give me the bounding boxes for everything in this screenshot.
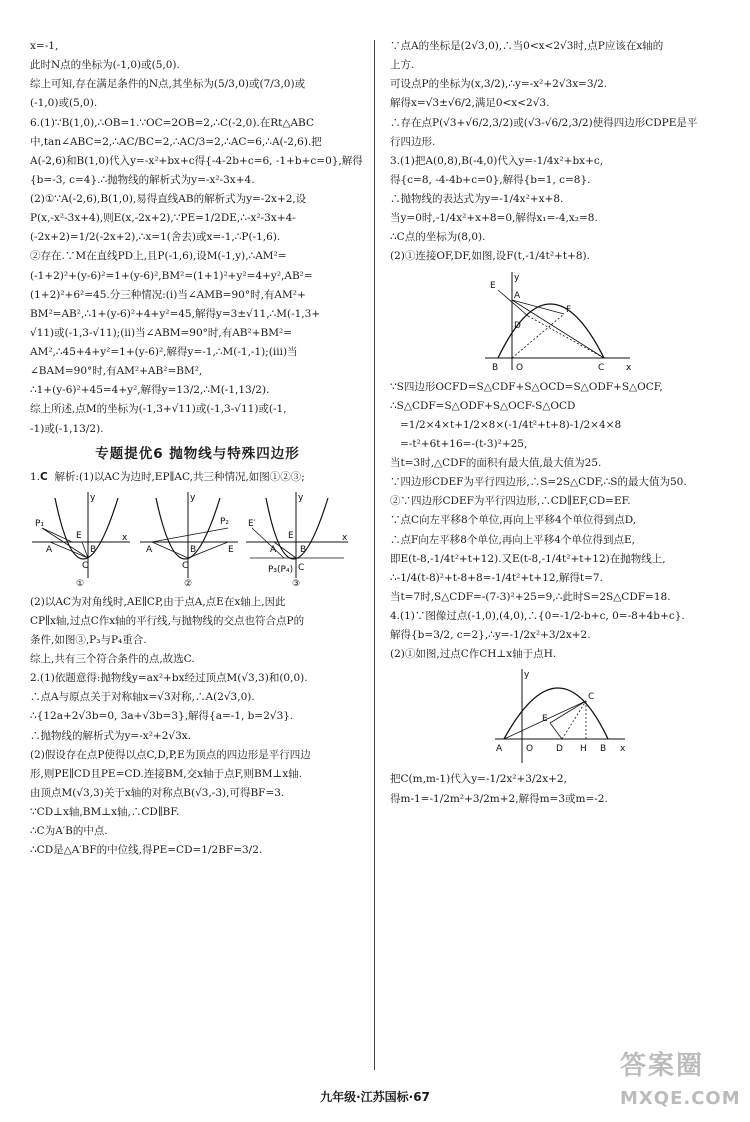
figure-label: ② <box>184 578 193 589</box>
text-line: ∴1+(y-6)²+45=4+y²,解得y=13/2,∴M(-1,13/2). <box>30 384 270 397</box>
text-line: 6.(1)∵B(1,0),∴OB=1.∵OC=2OB=2,∴C(-2,0).在Rt△ABC <box>30 116 314 129</box>
text-line: 综上所述,点M的坐标为(-1,3+√11)或(-1,3-√11)或(-1, <box>30 403 287 416</box>
svg-text:P₃(P₄): P₃(P₄) <box>268 564 294 575</box>
text-line: =-t²+6t+16=-(t-3)²+25, <box>400 437 528 450</box>
text-line: 上方. <box>390 59 415 72</box>
segment-ec <box>550 701 586 723</box>
question-1-analysis: 解析:(1)以AC为边时,EP∥AC,共三种情况,如图①②③; <box>54 470 305 483</box>
column-divider <box>374 40 375 1070</box>
text-line: 得{c=8, -4-4b+c=0},解得{b=1, c=8}. <box>390 173 591 186</box>
svg-text:A: A <box>270 544 277 555</box>
text-line: ∴-1/4(t-8)²+t-8+8=-1/4t²+t+12,解得t=7. <box>390 571 603 584</box>
text-line: BM²=AB²,∴1+(y-6)²+4+y²=45,解得y=3±√11,∴M(-1,3+ <box>30 307 321 320</box>
text-line: ∴抛物线的表达式为y=-1/4x²+x+8. <box>390 193 564 205</box>
text-line: (-1,0)或(5,0). <box>30 97 98 110</box>
figure-label: ③ <box>292 578 301 589</box>
svg-text:B: B <box>492 362 499 373</box>
text-line: P(x,-x²-3x+4),则E(x,-2x+2),∵PE=1/2DE,∴-x²-3x+4- <box>30 212 296 225</box>
text-line: 4.(1)∵图像过点(-1,0),(4,0),∴{0=-1/2-b+c, 0=-8+4b+c}. <box>390 610 685 622</box>
text-line: ∴{12a+2√3b=0, 3a+√3b=3},解得{a=-1, b=2√3}. <box>30 710 294 723</box>
parabola-figures-1-3 <box>30 490 350 590</box>
svg-text:x: x <box>122 532 128 543</box>
text-line: 得m-1=-1/2m²+3/2m+2,解得m=3或m=-2. <box>390 792 608 805</box>
text-line: ②∵四边形CDEF为平行四边形,∴CD∥EF,CD=EF. <box>390 495 631 508</box>
text-line: (-1+2)²+(y-6)²=1+(y-6)²,BM²=(1+1)²+y²=4+y²,AB²= <box>30 269 313 282</box>
text-line: ∵点A的坐标是(2√3,0),∴当0<x<2√3时,点P应该在x轴的 <box>390 40 664 52</box>
text-line: ∵S四边形OCFD=S△CDF+S△OCD=S△ODF+S△OCF, <box>390 380 663 393</box>
text-line: ∴C为A′B的中点. <box>30 825 108 838</box>
svg-text:E: E <box>288 530 294 541</box>
svg-text:E′: E′ <box>248 518 256 529</box>
text-line: -1)或(-1,13/2). <box>30 422 104 435</box>
svg-text:B: B <box>90 544 97 555</box>
segment-line <box>152 528 228 542</box>
svg-text:C: C <box>182 560 189 571</box>
svg-text:O: O <box>516 362 524 373</box>
text-line: √11)或(-1,3-√11);(ii)当∠ABM=90°时,有AB²+BM²= <box>30 326 293 339</box>
svg-text:A: A <box>514 290 521 301</box>
text-line: 形,则PE∥CD且PE=CD.连接BM,交x轴于点F,则BM⊥x轴. <box>30 767 303 780</box>
text-line: 综上,共有三个符合条件的点,故选C. <box>30 653 195 665</box>
svg-text:E: E <box>76 530 82 541</box>
text-line: {b=-3, c=4}.∴抛物线的解析式为y=-x²-3x+4. <box>30 173 255 186</box>
svg-text:C: C <box>298 562 305 573</box>
text-line: ∴抛物线的解析式为y=-x²+2√3x. <box>30 729 192 742</box>
svg-text:P₂: P₂ <box>220 516 230 527</box>
text-line: ∴点A与原点关于对称轴x=√3对称,∴A(2√3,0). <box>30 691 255 704</box>
svg-text:y: y <box>298 492 304 503</box>
text-line: ∴S△CDF=S△ODF+S△OCF-S△OCD <box>390 399 576 412</box>
svg-text:x: x <box>626 362 632 373</box>
question-number: 1. <box>30 470 41 483</box>
figure-1 <box>32 492 130 589</box>
text-line: AM²,∴45+4+y²=1+(y-6)²,解得y=-1,∴M(-1,-1);(iii)当 <box>30 346 298 358</box>
text-line: ∵CD⊥x轴,BM⊥x轴,∴CD∥BF. <box>30 806 180 818</box>
text-line: ∴存在点P(√3+√6/2,3/2)或(√3-√6/2,3/2)使得四边形CDPE是平 <box>390 116 698 129</box>
watermark-text: 答案圈 <box>620 1051 705 1081</box>
svg-text:P₁: P₁ <box>35 518 45 529</box>
text-line: 即E(t-8,-1/4t²+t+12).又E(t-8,-1/4t²+t+12)在抛物线上, <box>390 552 666 565</box>
page-footer: 九年级·江苏国标·67 <box>320 1090 430 1104</box>
figure-label: ① <box>76 578 85 589</box>
svg-text:A: A <box>46 544 53 555</box>
svg-text:E: E <box>228 544 234 555</box>
parabola-curve <box>498 304 604 358</box>
svg-text:B: B <box>600 744 607 755</box>
text-line: 条件,如图③,P₃与P₄重合. <box>30 633 147 646</box>
right-column <box>390 40 725 812</box>
text-line: ∵四边形CDEF为平行四边形,∴S=2S△CDF,∴S的最大值为50. <box>390 476 687 489</box>
text-line: 由顶点M(√3,3)关于x轴的对称点B(√3,-3),可得BF=3. <box>30 786 285 799</box>
text-line: x=-1, <box>30 40 59 52</box>
text-line: (2)以AC为对角线时,AE∥CP,由于点A,点E在x轴上,因此 <box>30 595 286 608</box>
svg-text:E: E <box>490 280 496 291</box>
text-line: 2.(1)依题意得:抛物线y=ax²+bx经过顶点M(√3,3)和(0,0). <box>30 672 308 685</box>
text-line: 中,tan∠ABC=2,∴AC/BC=2,∴AC/3=2,∴AC=6,∴A(-2,6).把 <box>30 135 322 148</box>
text-line: (2)①∵A(-2,6),B(1,0),易得直线AB的解析式为y=-2x+2,设 <box>30 193 307 205</box>
question-1-header <box>30 471 365 484</box>
left-column <box>30 40 365 863</box>
svg-text:C: C <box>82 560 89 571</box>
text-line: 解得x=√3±√6/2,满足0<x<2√3. <box>390 97 550 110</box>
watermark-url: MXQE.COM <box>620 1088 741 1109</box>
svg-text:y: y <box>190 492 196 503</box>
text-line: CP∥x轴,过点C作x轴的平行线,与抛物线的交点也符合点P的 <box>30 614 305 627</box>
figure-2 <box>140 492 238 589</box>
svg-text:y: y <box>90 492 96 503</box>
text-line: 当y=0时,-1/4x²+x+8=0,解得x₁=-4,x₂=8. <box>390 212 598 225</box>
text-line: 可设点P的坐标为(x,3/2),∴y=-x²+2√3x=3/2. <box>390 78 608 91</box>
svg-text:D: D <box>514 320 521 331</box>
text-line: =1/2×4×t+1/2×8×(-1/4t²+t+8)-1/2×4×8 <box>400 418 622 431</box>
left-text-block <box>30 40 365 436</box>
parabola-curve <box>55 498 118 559</box>
figure-3 <box>246 492 348 589</box>
parabola-figure-q4 <box>490 667 630 767</box>
text-line: (2)假设存在点P使得以点C,D,P,E为顶点的四边形是平行四边 <box>30 748 311 761</box>
text-line: (2)①如图,过点C作CH⊥x轴于点H. <box>390 648 557 661</box>
text-line: ②存在.∵M在直线PD上,且P(-1,6),设M(-1,y),∴AM²= <box>30 250 287 263</box>
svg-text:B: B <box>300 544 307 555</box>
segment-line <box>42 528 72 542</box>
question-1-answer: C <box>40 470 48 483</box>
svg-text:H: H <box>580 744 587 755</box>
text-line: ∴点F向左平移8个单位,再向上平移4个单位得到点E, <box>390 533 635 546</box>
text-line: ∴C点的坐标为(8,0). <box>390 231 486 244</box>
text-line: A(-2,6)和B(1,0)代入y=-x²+bx+c得{-4-2b+c=6, -1+b+c=0},解得 <box>30 154 363 167</box>
section-title: 专题提优6 抛物线与特殊四边形 <box>95 445 300 462</box>
text-line: 此时N点的坐标为(-1,0)或(5,0). <box>30 59 180 72</box>
svg-text:O: O <box>526 744 534 755</box>
segment-df <box>512 300 564 314</box>
svg-text:x: x <box>342 532 348 543</box>
text-line: 解得{b=3/2, c=2},∴y=-1/2x²+3/2x+2. <box>390 629 591 642</box>
svg-text:C: C <box>598 362 605 373</box>
text-line: (1+2)²+6²=45.分三种情况:(i)当∠AMB=90°时,有AM²+ <box>30 288 306 301</box>
svg-text:y: y <box>524 670 530 681</box>
text-line: ∠BAM=90°时,有AM²+AB²=BM², <box>30 365 203 378</box>
segment-line <box>274 542 296 558</box>
svg-text:E: E <box>542 714 548 725</box>
text-line: 当t=3时,△CDF的面积有最大值,最大值为25. <box>390 457 602 469</box>
text-line: ∴CD是△A′BF的中位线,得PE=CD=1/2BF=3/2. <box>30 844 263 857</box>
text-line: 3.(1)把A(0,8),B(-4,0)代入y=-1/4x²+bx+c, <box>390 154 604 167</box>
segment-line <box>252 528 284 558</box>
svg-text:B: B <box>190 544 197 555</box>
text-line: 把C(m,m-1)代入y=-1/2x²+3/2x+2, <box>390 773 567 786</box>
segment-ed <box>550 723 562 739</box>
svg-text:y: y <box>514 272 520 283</box>
text-line: (2)①连接OF,DF,如图,设F(t,-1/4t²+t+8). <box>390 250 590 263</box>
text-line: 当t=7时,S△CDF=-(7-3)²+25=9,∴此时S=2S△CDF=18. <box>390 590 671 603</box>
svg-text:F: F <box>566 304 572 315</box>
text-line: (-2x+2)=1/2(-2x+2),∴x=1(舍去)或x=-1,∴P(-1,6). <box>30 231 281 244</box>
svg-text:C: C <box>588 692 595 703</box>
svg-text:A: A <box>146 544 153 555</box>
text-line: ∵点C向左平移8个单位,再向上平移4个单位得到点D, <box>390 514 637 527</box>
svg-text:A: A <box>496 744 503 755</box>
watermark <box>620 1050 745 1120</box>
svg-text:x: x <box>620 744 626 755</box>
segment-cd <box>512 300 604 358</box>
text-line: 综上可知,存在满足条件的N点,其坐标为(5/3,0)或(7/3,0)或 <box>30 78 306 91</box>
parabola-figure-q3 <box>480 270 640 375</box>
svg-text:D: D <box>556 744 563 755</box>
text-line: 行四边形. <box>390 135 436 148</box>
